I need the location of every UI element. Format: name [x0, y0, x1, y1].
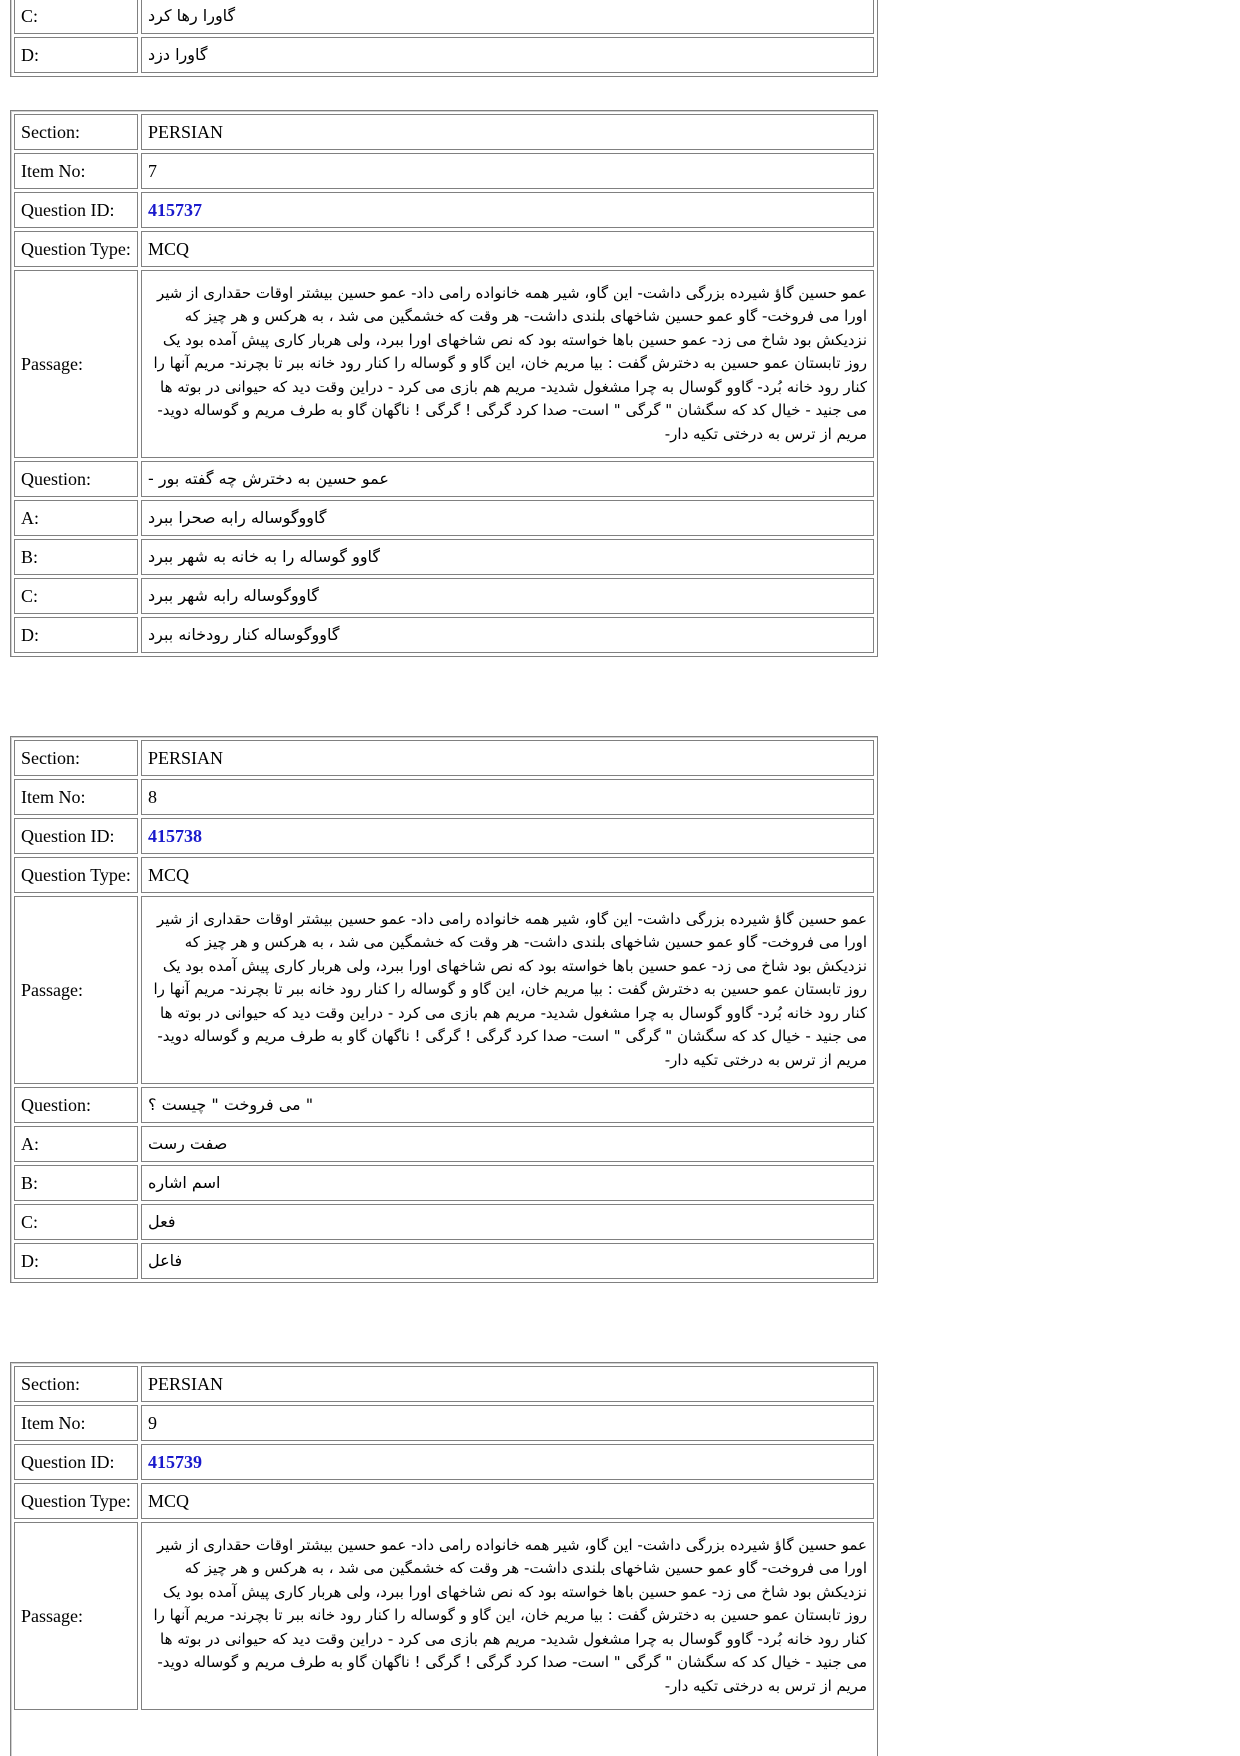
question-id-value: 415738	[141, 818, 874, 854]
item-no-value: 7	[141, 153, 874, 189]
question-table-item-9	[10, 1362, 878, 1756]
question-id-value: 415739	[141, 1444, 874, 1480]
passage-text: عمو حسین گاؤ شیرده بزرگی داشت- این گاو، شیر همه خانواده رامی داد- عمو حسین بیشتر اوقات حقداری از شیر اورا می فروخت- گاو عمو حسین شاخهای بلندی داشت- هر وقت که خشمگین می شد ، به هرکس و هر چیز که نزدیکش بود شاخ می زد- عمو حسین باها خواسته بود که نص شاخهای اورا ببرد، ولی هربار کاری پیش آمده بود یک روز تابستان عمو حسین به دخترش گفت : بیا مریم خان، این گاو و گوساله را کنار رود خانه ببر تا بچرند- مریم آنها را کنار رود خانه بُرد- گاوو گوسال به چرا مشغول شدید- مریم هم بازی می کرد - دراین وقت دید که حیوانی در بوته ها می جنید - خیال کد که سگشان " گرگی " است- صدا کرد گرگی ! گرگی ! ناگهان گاو به طرف مریم و گوساله دوید- مریم از ترس به درختی تکیه دار-	[141, 1522, 874, 1710]
section-label: Section:	[14, 114, 138, 150]
question-type-label: Question Type:	[14, 857, 138, 893]
option-b-text: گاوو گوساله را به خانه به شهر ببرد	[141, 539, 874, 575]
question-table-item-8	[10, 736, 878, 1283]
option-d-label: D:	[14, 1243, 138, 1279]
item-no-label: Item No:	[14, 1405, 138, 1441]
passage-text: عمو حسین گاؤ شیرده بزرگی داشت- این گاو، شیر همه خانواده رامی داد- عمو حسین بیشتر اوقات حقداری از شیر اورا می فروخت- گاو عمو حسین شاخهای بلندی داشت- هر وقت که خشمگین می شد ، به هرکس و هر چیز که نزدیکش بود شاخ می زد- عمو حسین باها خواسته بود که نص شاخهای اورا ببرد، ولی هربار کاری پیش آمده بود یک روز تابستان عمو حسین به دخترش گفت : بیا مریم خان، این گاو و گوساله را کنار رود خانه ببر تا بچرند- مریم آنها را کنار رود خانه بُرد- گاوو گوسال به چرا مشغول شدید- مریم هم بازی می کرد - دراین وقت دید که حیوانی در بوته ها می جنید - خیال کد که سگشان " گرگی " است- صدا کرد گرگی ! گرگی ! ناگهان گاو به طرف مریم و گوساله دوید- مریم از ترس به درختی تکیه دار-	[141, 896, 874, 1084]
question-type-label: Question Type:	[14, 1483, 138, 1519]
passage-label: Passage:	[14, 270, 138, 458]
question-text: " می فروخت " چیست ؟	[141, 1087, 874, 1123]
question-type-value: MCQ	[141, 231, 874, 267]
question-id-value: 415737	[141, 192, 874, 228]
question-type-value: MCQ	[141, 857, 874, 893]
question-type-value: MCQ	[141, 1483, 874, 1519]
item-no-label: Item No:	[14, 779, 138, 815]
passage-text: عمو حسین گاؤ شیرده بزرگی داشت- این گاو، شیر همه خانواده رامی داد- عمو حسین بیشتر اوقات حقداری از شیر اورا می فروخت- گاو عمو حسین شاخهای بلندی داشت- هر وقت که خشمگین می شد ، به هرکس و هر چیز که نزدیکش بود شاخ می زد- عمو حسین باها خواسته بود که نص شاخهای اورا ببرد، ولی هربار کاری پیش آمده بود یک روز تابستان عمو حسین به دخترش گفت : بیا مریم خان، این گاو و گوساله را کنار رود خانه ببر تا بچرند- مریم آنها را کنار رود خانه بُرد- گاوو گوسال به چرا مشغول شدید- مریم هم بازی می کرد - دراین وقت دید که حیوانی در بوته ها می جنید - خیال کد که سگشان " گرگی " است- صدا کرد گرگی ! گرگی ! ناگهان گاو به طرف مریم و گوساله دوید- مریم از ترس به درختی تکیه دار-	[141, 270, 874, 458]
option-a-text: گاووگوساله رابه صحرا ببرد	[141, 500, 874, 536]
option-c-text: فعل	[141, 1204, 874, 1240]
question-id-label: Question ID:	[14, 1444, 138, 1480]
option-b-label: B:	[14, 539, 138, 575]
question-table-item-7	[10, 110, 878, 657]
section-value: PERSIAN	[141, 1366, 874, 1402]
option-d-label: D:	[14, 617, 138, 653]
passage-label: Passage:	[14, 1522, 138, 1710]
option-a-label: A:	[14, 500, 138, 536]
option-d-text: فاعل	[141, 1243, 874, 1279]
item-no-value: 9	[141, 1405, 874, 1441]
passage-label: Passage:	[14, 896, 138, 1084]
item-no-label: Item No:	[14, 153, 138, 189]
question-label: Question:	[14, 461, 138, 497]
question-table-previous	[10, 0, 878, 77]
question-label: Question:	[14, 1087, 138, 1123]
question-id-label: Question ID:	[14, 818, 138, 854]
option-c-label: C:	[14, 0, 138, 34]
option-a-label: A:	[14, 1126, 138, 1162]
option-b-text: اسم اشاره	[141, 1165, 874, 1201]
option-c-text: گاورا رها کرد	[141, 0, 874, 34]
item-no-value: 8	[141, 779, 874, 815]
question-text: عمو حسین به دخترش چه گفته بور -	[141, 461, 874, 497]
section-label: Section:	[14, 740, 138, 776]
option-c-text: گاووگوساله رابه شهر ببرد	[141, 578, 874, 614]
question-type-label: Question Type:	[14, 231, 138, 267]
section-label: Section:	[14, 1366, 138, 1402]
option-b-label: B:	[14, 1165, 138, 1201]
option-c-label: C:	[14, 1204, 138, 1240]
question-id-label: Question ID:	[14, 192, 138, 228]
option-d-label: D:	[14, 37, 138, 73]
option-d-text: گاووگوساله کنار رودخانه ببرد	[141, 617, 874, 653]
option-d-text: گاورا دزد	[141, 37, 874, 73]
option-a-text: صفت رست	[141, 1126, 874, 1162]
section-value: PERSIAN	[141, 114, 874, 150]
section-value: PERSIAN	[141, 740, 874, 776]
option-c-label: C:	[14, 578, 138, 614]
